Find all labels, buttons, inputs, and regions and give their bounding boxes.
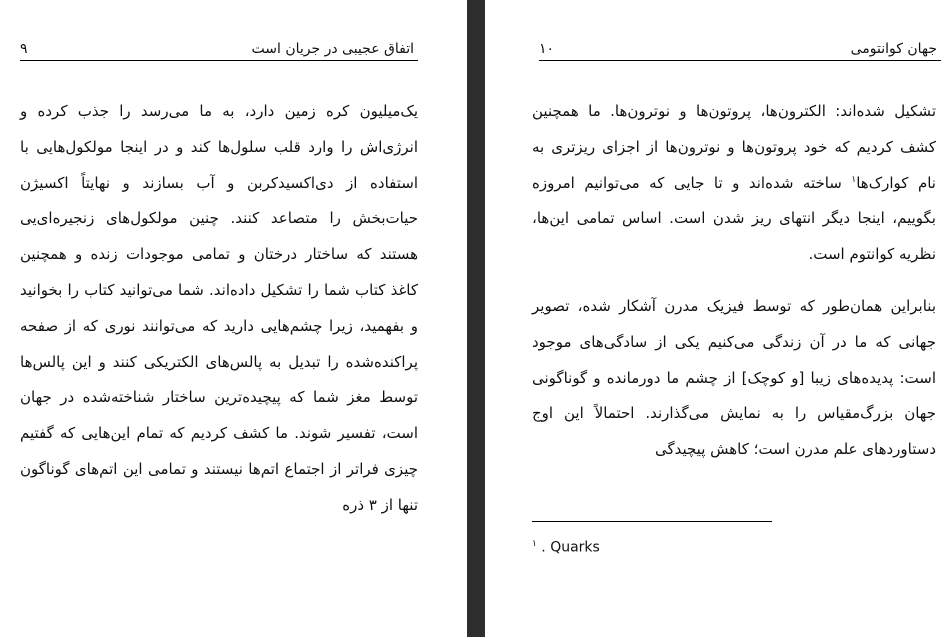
footnote-text: . Quarks bbox=[541, 539, 600, 556]
left-paragraph: یک‌میلیون کره زمین دارد، به ما می‌رسد را جذب کرده و انرژی‌اش را وارد قلب سلول‌ها کند و در اینجا مولکول‌هایی با استفاده از دی‌اکسیدکربن و آب بسازند و نهایتاً اکسیژن حیات‌بخش را متصاعد کنند. چنین مولکول‌های زنجیره‌ای‌یی هستند که ساختار درختان و تمامی موجودات زنده و همچنین کاغذ کتاب شما را تشکیل داده‌اند. شما می‌توانید کتاب را بخوانید و بفهمید، زیرا چشم‌هایی دارید که می‌توانند نوری که از صفحه پراکنده‌شده را تبدیل به پالس‌های الکتریکی کنند و این پالس‌ها توسط مغز شما که پیچیده‌ترین ساختار شناخته‌شده در جهان است، تفسیر شوند. ما کشف کردیم که تمام این‌هایی که گفتیم چیزی فراتر از اجتماع اتم‌ها نیستند و تمامی این اتم‌های گوناگون تنها از ۳ ذره bbox=[20, 102, 418, 514]
right-page-header bbox=[539, 38, 941, 61]
footnote-separator bbox=[532, 521, 772, 522]
right-paragraph-1-end: ساخته شده‌اند و تا جایی که می‌توانیم امروزه بگوییم، اینجا دیگر انتهای ریز شدن است. اساس تمامی این‌ها، نظریه کوانتوم است. bbox=[532, 173, 936, 264]
left-page-number: ۹ bbox=[20, 41, 28, 57]
right-page-number: ۱۰ bbox=[539, 41, 555, 57]
footnote-reference-mark[interactable]: ۱ bbox=[851, 174, 857, 185]
right-page bbox=[485, 0, 952, 637]
right-body-text bbox=[532, 94, 936, 468]
right-running-title: جهان کوانتومی bbox=[850, 41, 937, 57]
footnote-number: ۱ bbox=[532, 539, 537, 549]
book-gutter bbox=[467, 0, 485, 637]
left-body-text bbox=[20, 94, 418, 524]
right-paragraph-1 bbox=[532, 94, 936, 273]
footnote bbox=[532, 534, 600, 558]
left-page-header bbox=[20, 38, 418, 61]
left-page bbox=[0, 0, 467, 637]
right-paragraph-2: بنابراین همان‌طور که توسط فیزیک مدرن آشکار شده، تصویر جهانی که ما در آن زندگی می‌کنیم یکی از سادگی‌های موجود است: پدیده‌های زیبا [و کوچک] از چشم ما دورمانده و گوناگونی جهان بزرگ‌مقیاس را به نمایش می‌گذارند. احتمالاً این اوج دستاوردهای علم مدرن است؛ کاهش پیچیدگی bbox=[532, 296, 936, 459]
right-paragraph-1-start: تشکیل شده‌اند: الکترون‌ها، پروتون‌ها و نوترون‌ها. ما همچنین کشف کردیم که خود پروتون‌ها و نوترون‌ها از اجزای ریزتری به نام کوارک‌ها bbox=[532, 102, 936, 192]
left-running-title: اتفاق عجیبی در جریان است bbox=[251, 41, 414, 57]
